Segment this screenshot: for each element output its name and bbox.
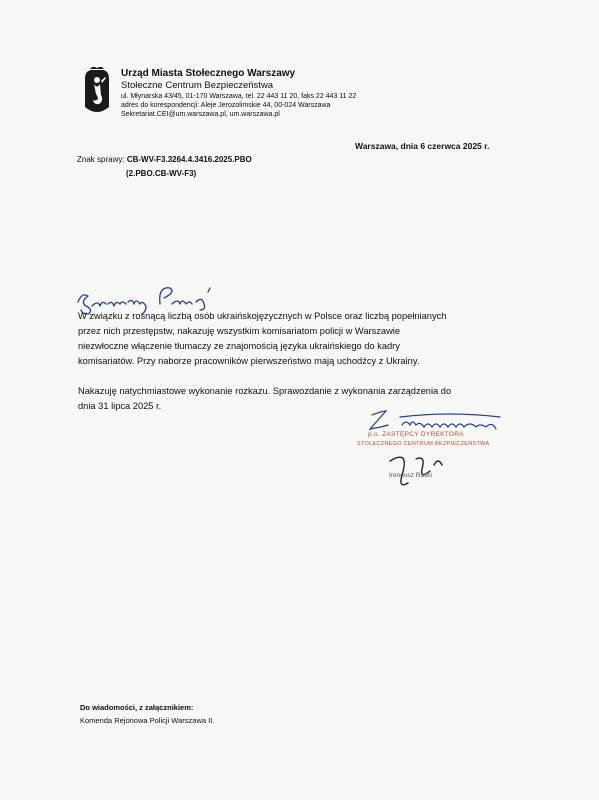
- case-reference: [77, 155, 252, 164]
- handwritten-signature: [330, 405, 520, 500]
- paragraph-line: dnia 31 lipca 2025 r.: [78, 401, 162, 411]
- body-paragraph-1: [78, 309, 518, 369]
- stamp-title: p.o. ZASTĘPCY DYREKTORA: [368, 431, 464, 438]
- reference-number: CB-WV-F3.3264.4.3416.2025.PBO: [126, 155, 252, 164]
- contact-email: Sekretariat.CEI@um.warszawa.pl, um.warszawa.pl: [121, 111, 280, 118]
- cc-title: Do wiadomości, z załącznikiem:: [80, 703, 194, 712]
- paragraph-line: przez nich przestępstw, nakazuję wszystkim komisariatom policji w Warszawie: [78, 326, 401, 336]
- address-line: ul. Młynarska 43/45, 01-170 Warszawa, tel. 22 443 11 20, faks 22 443 11 22: [121, 93, 357, 100]
- date-line: Warszawa, dnia 6 czerwca 2025 r.: [355, 141, 490, 151]
- reference-secondary: (2.PBO.CB-WV-F3): [126, 169, 197, 178]
- paragraph-line: komisariatów. Przy naborze pracowników pierwszeństwo mają uchodźcy z Ukrainy.: [78, 356, 420, 366]
- org-name: Urząd Miasta Stołecznego Warszawy: [121, 68, 296, 79]
- letterhead: [121, 68, 451, 119]
- paragraph-line: W związku z rosnącą liczbą osób ukraińskojęzycznych w Polsce oraz liczbą popełnianych: [78, 311, 447, 321]
- paragraph-line: Nakazuję natychmiastowe wykonanie rozkazu. Sprawozdanie z wykonania zarządzenia do: [78, 386, 452, 396]
- correspondence-address: adres do korespondencji: Aleje Jerozolimskie 44, 00-024 Warszawa: [121, 102, 331, 109]
- paragraph-line: niezwłoczne włączenie tłumaczy ze znajomością języka ukraińskiego do kadry: [78, 341, 400, 351]
- cc-recipient: Komenda Rejonowa Policji Warszawa II.: [80, 716, 215, 725]
- department-name: Stołeczne Centrum Bezpieczeństwa: [121, 80, 274, 91]
- reference-label: Znak sprawy:: [77, 155, 125, 164]
- stamp-organization: STOŁECZNEGO CENTRUM BEZPIECZEŃSTWA: [357, 441, 490, 447]
- warsaw-mermaid-crest-icon: [82, 67, 112, 117]
- signatory-name: Ireneusz Raski: [389, 472, 432, 479]
